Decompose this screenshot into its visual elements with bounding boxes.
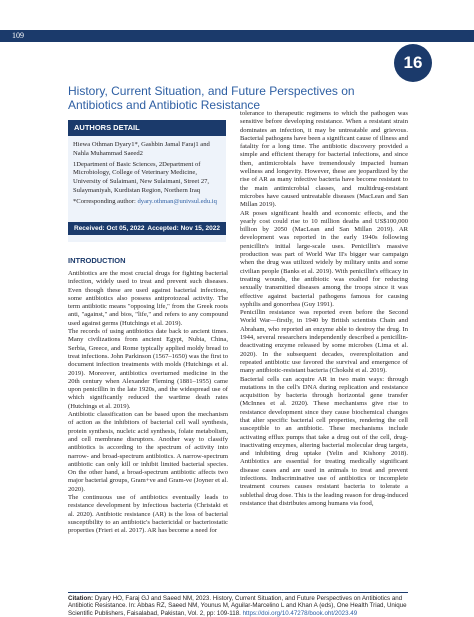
corresponding-email-link[interactable]: dyary.othman@univsul.edu.iq — [137, 197, 217, 205]
body-paragraph: tolerance to therapeutic regimens to which the pathogen was sensitive before developing resistance. When a resistant strain dominates an infection, it may be untreatable and grievous. Bacterial pathogens have been a significant cause of illness and fatality for a long time. The antibiotic discovery provided a simple and efficient therapy for bacterial infections, and since then, antimicrobials have tremendously impacted human wellness and longevity. However, these are jeopardized by the rise of AR as many infective bacteria have become resistant to the main antimicrobial classes, and multidrug-resistant microbes have caused untreatable diseases (MacLean and San Millan 2019). — [240, 110, 408, 209]
authors-detail-content — [73, 141, 223, 209]
citation-label: Citation: — [68, 595, 95, 602]
body-paragraph: Bacterial cells can acquire AR in two main ways: through mutations in the cell's DNA during replication and resistance acquisition by bacteria through horizontal gene transfer (McInnes et al. 2020). These mechanisms give rise to resistance development since they cause biochemical changes that alter specific bacterial cell properties, rendering the cell susceptible to an antibiotic. These mechanisms include activating efflux pumps that take a drug out of the cell, drug-inactivating enzymes, altering bacterial molecular drug targets, and inhibiting drug uptake (Yelin and Kishony 2018). Antibiotics are essential for treating medically significant disease cases and are used in animals to treat and prevent infections. Indiscriminative use of antibiotics or incomplete treatment courses causes resistant bacteria to tolerate a sublethal drug dose. This is the leading reason for drug-induced resistance that distributes among humans via food, — [240, 375, 408, 507]
corresponding-author — [73, 198, 223, 207]
chapter-number-badge: 16 — [394, 44, 432, 82]
dates-bar — [68, 222, 226, 235]
citation-text: Dyary HO, Faraj GJ and Saeed NM, 2023. History, Current Situation, and Future Perspectives on Antibiotics and Antibiotic Resistance. In: Abbas RZ, Saeed NM, Younus M, Aguilar-Marcelino L and Khan A (eds), One Health Triad, Unique Scientific Publishers, Faisalabad, Pakistan, Vol. 2, pp: 109-118. — [68, 595, 407, 617]
authors-line: Hiewa Othman Dyary1*, Gashbin Jamal Faraj1 and Nahla Muhammad Saeed2 — [73, 141, 210, 157]
affiliation-line: 1Department of Basic Sciences, 2Department of Microbiology, College of Veterinary Medicine, University of Sulaimani, New Sulaimani, Street 27, Sulaymaniyah, Kurdistan Region, Northern Iraq — [73, 160, 210, 194]
body-paragraph: Antibiotics are the most crucial drugs for fighting bacterial infection, widely used to treat and prevent such diseases. Even though these are used against bacterial infections, some antibiotics also possess antiprotozoal activity. The term antibiotic means "opposing life," from the Greek roots anti, "against," and bios, "life," and refers to any compound used against germs (Hutchings et al. 2019). — [68, 270, 228, 327]
body-paragraph: Penicillin resistance was reported even before the Second World War—firstly, in 1940 by British scientists Chain and Abraham, who reported an enzyme able to destroy the drug. In 1944, several researchers independently described a penicillin-deactivating enzyme released by some microbes (Lima et al. 2020). In the subsequent decades, overexploitation and repeated antibiotic use favored the survival and emergence of many antibiotic-resistant bacteria (Chokshi et al. 2019). — [240, 309, 408, 375]
authors-detail-header: AUTHORS DETAIL — [68, 120, 226, 136]
citation-block — [68, 595, 408, 617]
body-paragraph: Antibiotic classification can be based upon the mechanism of action as the inhibitors of bacterial cell wall synthesis, protein synthesis, nucleic acid synthesis, folate metabolism, and cell membrane disruptors. Another way to classify antibiotics is according to the spectrum of activity into narrow- and broad-spectrum antibiotics. A narrow-spectrum antibiotic can only kill or inhibit limited bacterial species. On the other hand, a broad-spectrum antibiotic affects two major bacterial groups, Gram+ve and Gram-ve (Joyner et al. 2020). — [68, 411, 228, 493]
accepted-date: Accepted: Nov 15, 2022 — [147, 225, 220, 232]
top-bar — [0, 30, 474, 42]
right-column — [240, 110, 408, 508]
received-date: Received: Oct 05, 2022 — [74, 225, 145, 232]
citation-doi-link[interactable]: https://doi.org/10.47278/book.oht/2023.49 — [242, 609, 358, 617]
chapter-title: History, Current Situation, and Future Perspectives on Antibiotics and Antibiotic Resistance — [68, 84, 355, 112]
introduction-heading: INTRODUCTION — [68, 256, 126, 265]
body-paragraph: The continuous use of antibiotics eventually leads to resistance development by infectious bacteria (Christaki et al. 2020). Antibiotic resistance (AR) is the loss of bacterial susceptibility to an antibiotic's bactericidal or bacteriostatic properties (Frieri et al. 2017). AR has become a need for — [68, 494, 228, 535]
left-column — [68, 270, 228, 536]
citation-divider — [68, 592, 408, 593]
body-paragraph: The records of using antibiotics date back to ancient times. Many civilizations from ancient Egypt, Nubia, China, Serbia, Greece, and Rome typically applied moldy bread to treat infections. John Parkinson (1567–1650) was the first to document infection treatments with molds (Hutchings et al. 2019). Moreover, antibiotics overturned medicine in the 20th century when Alexander Fleming (1881–1955) came upon penicillin in the late 1920s, and the widespread use of which significantly reduced the wartime death rates (Hutchings et al. 2019). — [68, 328, 228, 410]
corresponding-label: *Corresponding author: — [73, 197, 138, 205]
page-number: 109 — [12, 31, 24, 40]
body-paragraph: AR poses significant health and economic effects, and the yearly cost could rise to 10 million deaths and US$100,000 billion by 2050 (MacLean and San Millan 2019). AR development was reported in the early 1940s following penicillin's initial large-scale uses. Penicillin's massive production was part of World War II's bigger war campaign when the drug was utilized widely by military units and some civilian people (Banks et al. 2019). With penicillin's efficacy in treating wounds, the antibiotic was exalted for reducing sexually transmitted diseases among the troops since it was effective against bacterial pathogens famous for causing syphilis and gonorrhea (Guy 1991). — [240, 209, 408, 308]
